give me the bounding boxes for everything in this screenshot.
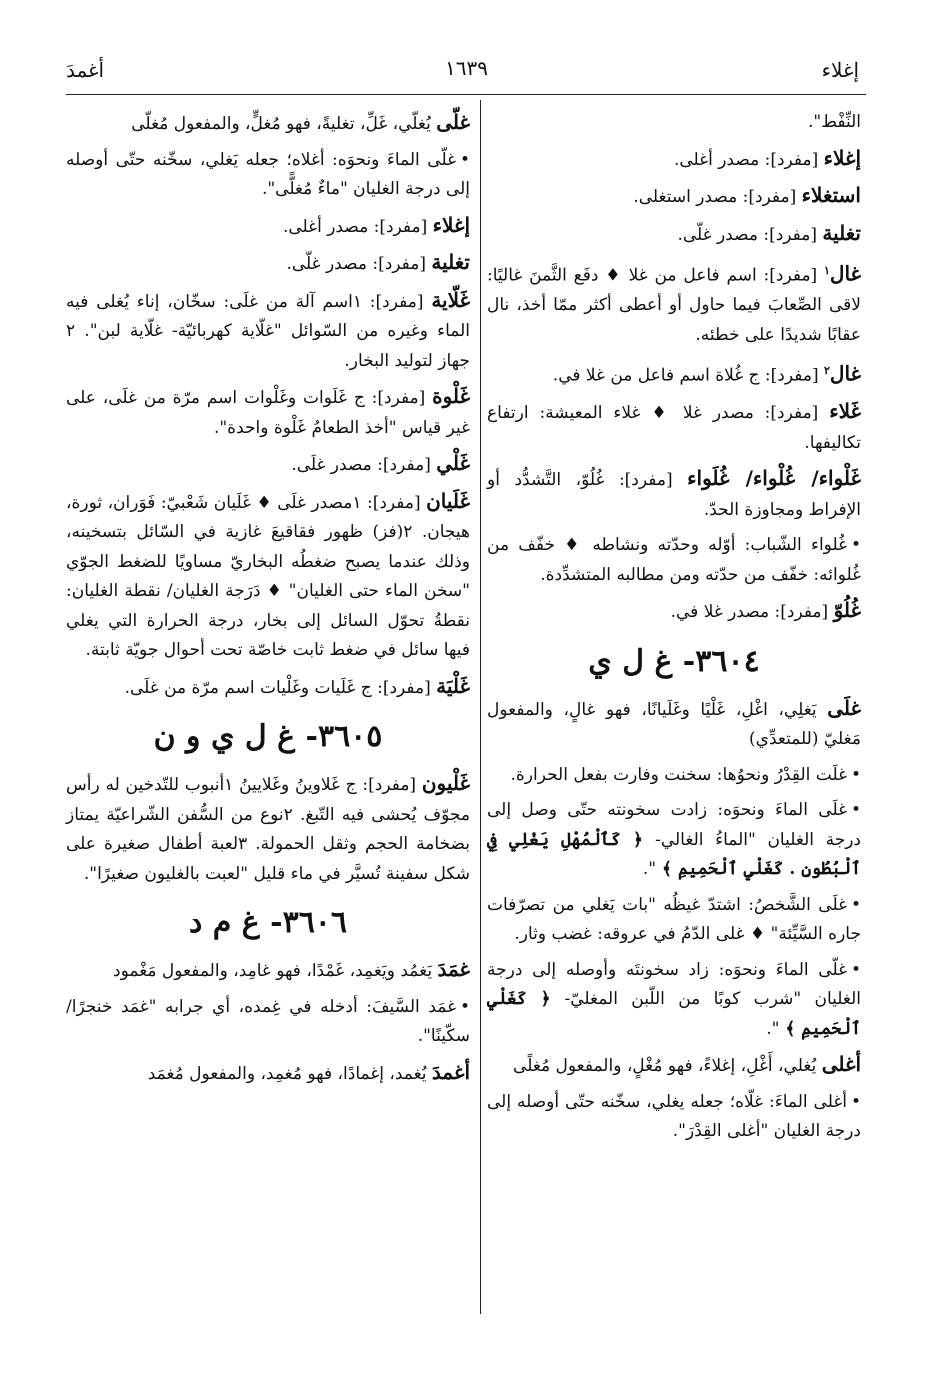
headword: غَلْيَة	[436, 673, 470, 698]
header-rule	[66, 94, 866, 95]
page-header	[0, 0, 933, 100]
entry-definition: [مفرد]: مصدر غلّى.	[677, 224, 823, 245]
bullet: •	[459, 149, 470, 170]
headword: غلَى	[827, 695, 861, 720]
bullet: •	[850, 1091, 861, 1112]
dictionary-entry	[66, 955, 470, 987]
entry-definition: [مفرد]: ج غَلاوينُ وغَلايينُ ١أنبوب للتّدخين له رأس مجوّف يُحشى فيه التّبغ. ٢نوع من السُّفن الشّراعيّة يمتاز بضخامة الحجم وثقل الحمولة. ٣لعبة أطفال صغيرة على شكل سفينة تُسيَّر في ماء قليل "لعبت بالغليون صغيرًا".	[66, 775, 470, 884]
dictionary-entry	[487, 256, 861, 350]
entry-definition: [مفرد]: ١مصدر غلَى ♦ غَلَيان شَعْبيّ: فَوَران، ثورة، هيجان. ٢(فز) ظهور فقاقيعَ غازية في السّائل بتسخينه، وذلك عندما يصبح ضغطُه البخاريّ مساويًا للضغط الجوّي "سخن الماء حتى الغليان" ♦ دَرَجة الغليان/ نقطة الغليان: نقطةُ تحوّل السائل إلى بخار، درجة الحرارة التي يغلي فيها سائل في ضغط ثابت خاصّة تحت أحوال جويّة ثابتة.	[66, 492, 470, 660]
sense-text: غلّى الماءَ ونحوَه: زاد سخونتَه وأوصله إلى درجة الغليان "شرب كوبًا من اللّبن المغليّ-	[487, 959, 861, 1010]
dictionary-entry	[66, 108, 470, 140]
headword: تغلية	[431, 250, 470, 274]
entry-definition: [مفرد]: ج غَلَيات وغَلْيات اسم مرّة من غلَى.	[124, 677, 437, 698]
dictionary-entry	[66, 769, 470, 889]
sense-text: غلَى الماءَ ونحوَه: زادت سخونته حتّى وصل إلى درجة الغليان "الماءُ الغالي-	[487, 800, 861, 850]
dictionary-entry	[487, 464, 861, 525]
dictionary-entry	[66, 449, 470, 481]
continuation-text: النِّفْط".	[808, 112, 861, 132]
dictionary-entry	[487, 694, 861, 755]
entry-definition: يُغمد، إغمادًا، فهو مُغمِد، والمفعول مُغمَد	[147, 1063, 432, 1084]
entry-definition: يَغلِي، اغْلِ، غَلْيًا وغَلَيانًا، فهو غالٍ، والمفعول مَغليّ (للمتعدِّي)	[487, 699, 861, 750]
sense-tail: ".	[642, 859, 657, 880]
entry-definition: يُغلّي، غَلِّ، تغليةً، فهو مُغلٍّ، والمفعول مُغلّى	[131, 114, 437, 134]
dictionary-entry	[66, 382, 470, 443]
sense-text: غلَى الشَّخصُ: اشتدّ غيظُه "بات يَغلي من تصرّفات جاره السَّيِّئة" ♦ غلى الدّمُ في عروقه: غضب وثار.	[487, 894, 861, 945]
dictionary-entry	[487, 596, 861, 628]
headword: غَلّاية	[431, 287, 470, 312]
entry-definition: [مفرد]: غُلُوّ، التَّشدُّد أو الإفراط ومجاوزة الحدّ.	[487, 470, 861, 520]
dictionary-entry	[487, 181, 861, 213]
sense-text: غلّى الماءَ ونحوَه: أغلاه؛ جعله يَغلي، سخّنه حتّى أوصله إلى درجة الغليان "ماءٌ مُغلًّى".	[66, 149, 470, 199]
entry-definition: [مفرد]: مصدر غلّى.	[286, 254, 432, 274]
headword: أغلى	[821, 1052, 861, 1077]
entry-definition: يُغلي، أَغْلِ، إغلاءً، فهو مُغْلٍ، والمفعول مُغلًى	[513, 1056, 822, 1077]
entry-definition: [مفرد]: مصدر غلا في.	[670, 602, 834, 623]
bullet: •	[850, 959, 861, 980]
headword: غَلْيون	[421, 771, 470, 795]
column-divider	[480, 100, 481, 1314]
sense-text: غُلواء الشّباب: أوّله وحدّته ونشاطه ♦ خفّف من غُلوائه: خفّف من حدّته ومن مطالبه المتشدِّدة.	[487, 535, 861, 585]
headword: غَلْواء/ غُلْواء/ غُلَواء	[687, 466, 861, 491]
entry-definition: [مفرد]: ١اسم آلة من غلَى: سخّان، إناء يُغلى فيه الماء وغيره من السّوائل "غلّاية كهربائيّة- غلّاية لبن". ٢ جهاز لتوليد البخار.	[66, 291, 470, 371]
entry-definition: [مفرد]: اسم فاعل من غلا ♦ دفَع الثَّمنَ غاليًا: لاقى الصِّعابَ فيما حاول أو أعطى أكثر ممّا أخذ، نال عقابًا شديدًا على خطئه.	[487, 265, 861, 345]
bullet: •	[850, 800, 861, 821]
headword: إغلاء	[823, 145, 861, 170]
entry-sense	[487, 1088, 861, 1147]
entry-sense	[487, 796, 861, 885]
right-column	[487, 108, 861, 1153]
entry-definition: [مفرد]: ج غَلَوات وغَلْوات اسم مرّة من غلَى، على غير قياس "أخذ الطعامُ غَلْوة واحدة".	[66, 388, 470, 438]
headword: غَلْي	[436, 451, 470, 475]
homograph-number: ١	[823, 264, 830, 277]
sense-text: غمَد السَّيفَ: أدخله في غِمده، أي جرابه "غمَد خنجرًا/ سكّينًا".	[66, 996, 470, 1046]
dictionary-entry	[66, 211, 470, 243]
root-heading: ٣٦٠٤- غ ل ي	[588, 643, 760, 679]
bullet: •	[850, 894, 861, 915]
entry-definition: [مفرد]: مصدر غلَى.	[291, 455, 437, 475]
headword: غلّى	[436, 110, 470, 134]
headword: تغلية	[822, 220, 861, 245]
entry-definition: [مفرد]: مصدر استغلى.	[633, 187, 802, 207]
entry-sense	[487, 891, 861, 950]
headword: غَلْوة	[432, 384, 470, 408]
headword: غال	[829, 261, 861, 286]
sense-tail: ".	[766, 1018, 780, 1039]
bullet: •	[850, 764, 861, 785]
entry-sense	[66, 993, 470, 1052]
headword: غَلَيان	[426, 488, 470, 513]
sense-text: غلَت القِدْرُ ونحوُها: سخنت وفارت بفعل الحرارة.	[510, 764, 847, 785]
dictionary-entry	[487, 1050, 861, 1082]
left-column	[66, 108, 470, 1095]
root-heading: ٣٦٠٥- غ ل ي و ن	[153, 719, 383, 754]
quran-citation: ﴿ كَغَلْيِ ٱلْحَمِيمِ ﴾	[487, 989, 861, 1039]
entry-definition: يَغمُد ويَغمِد، غَمْدًا، فهو غامِد، والمفعول مَغْمود	[113, 961, 438, 981]
entry-sense	[487, 956, 861, 1045]
entry-sense	[487, 531, 861, 590]
bullet: •	[459, 996, 470, 1017]
dictionary-entry	[487, 144, 861, 176]
dictionary-entry	[66, 1058, 470, 1090]
entry-definition: [مفرد]: مصدر أغلى.	[282, 216, 433, 237]
headword: غَلاء	[829, 399, 861, 424]
headword: إغلاء	[432, 212, 470, 237]
entry-sense	[66, 146, 470, 205]
headword: غال	[829, 361, 861, 386]
entry-definition: [مفرد]: مصدر أغلى.	[673, 149, 824, 170]
headword: غُلُوّ	[833, 598, 861, 623]
dictionary-entry	[487, 356, 861, 391]
quran-citation: ﴿ كَٱلْمُهْلِ يَغْلِي فِي ٱلْبُطُونِ . كَغَلْيِ ٱلْحَمِيمِ ﴾	[487, 829, 861, 880]
entry-sense	[487, 761, 861, 791]
entry-definition: [مفرد]: ج غُلاة اسم فاعل من غلا في.	[552, 365, 824, 386]
dictionary-entry	[487, 219, 861, 251]
page-number: ١٦٣٩	[445, 56, 488, 80]
headword: غمَدَ	[437, 957, 470, 981]
headword: أغمدَ	[431, 1059, 470, 1084]
dictionary-entry	[66, 286, 470, 377]
guide-word-right: إغلاء	[821, 58, 859, 82]
homograph-number: ٢	[823, 364, 830, 378]
headword: استغلاء	[801, 183, 861, 207]
dictionary-entry	[66, 248, 470, 280]
bullet: •	[850, 535, 861, 556]
entry-definition: [مفرد]: مصدر غلا ♦ غلاء المعيشة: ارتفاع تكاليفها.	[487, 403, 861, 453]
root-heading: ٣٦٠٦- غ م د	[188, 905, 348, 940]
dictionary-entry	[487, 397, 861, 458]
sense-text: أغلى الماءَ: غلّاه؛ جعله يغلي، سخّنه حتّى أوصله إلى درجة الغليان "أغلى القِدْرَ".	[487, 1091, 861, 1142]
guide-word-left: أغمدَ	[66, 58, 105, 82]
dictionary-entry	[66, 487, 470, 666]
dictionary-entry	[66, 672, 470, 704]
